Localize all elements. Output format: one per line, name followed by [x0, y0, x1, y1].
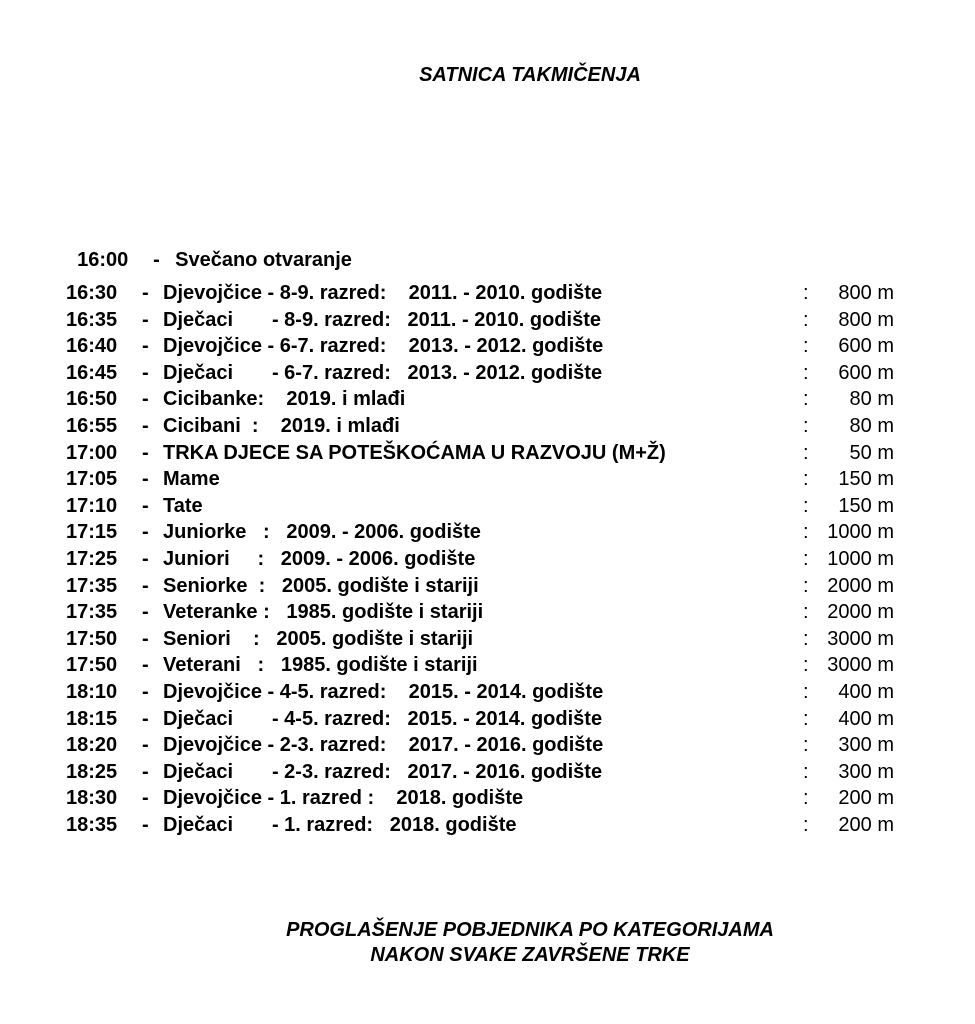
row-dash: - — [142, 414, 149, 437]
row-colon: : — [803, 787, 809, 810]
race-distance: 400 m — [838, 680, 894, 703]
row-dash: - — [142, 760, 149, 783]
race-time: 17:35 — [66, 574, 118, 597]
race-distance: 200 m — [838, 813, 894, 836]
race-time: 17:05 — [66, 468, 118, 491]
race-distance: 150 m — [838, 468, 894, 491]
schedule-row — [66, 785, 916, 812]
race-event: Djevojčice - 1. razred : 2018. godište — [163, 787, 524, 810]
race-distance: 50 m — [849, 441, 894, 464]
row-dash: - — [142, 388, 149, 411]
row-colon: : — [803, 494, 809, 517]
race-event: Veteranke : 1985. godište i stariji — [163, 601, 484, 624]
race-event: Veterani : 1985. godište i stariji — [163, 654, 478, 677]
race-distance: 80 m — [849, 388, 894, 411]
row-dash: - — [142, 574, 149, 597]
schedule-row — [66, 413, 916, 440]
race-time: 17:10 — [66, 494, 118, 517]
race-distance: 80 m — [849, 414, 894, 437]
row-colon: : — [803, 441, 809, 464]
row-colon: : — [803, 813, 809, 836]
race-distance: 300 m — [838, 734, 894, 757]
row-colon: : — [803, 734, 809, 757]
row-dash: - — [142, 494, 149, 517]
race-time: 16:30 — [66, 282, 118, 304]
race-event: Dječaci - 6-7. razred: 2013. - 2012. godište — [163, 361, 603, 384]
row-dash: - — [142, 601, 149, 624]
schedule-row — [66, 519, 916, 546]
opening-ceremony-row — [66, 226, 352, 272]
opening-dash: - — [153, 249, 160, 271]
page-title: SATNICA TAKMIČENJA — [419, 64, 641, 86]
race-event: Dječaci - 4-5. razred: 2015. - 2014. godište — [163, 707, 603, 730]
race-distance: 600 m — [838, 335, 894, 358]
race-distance: 200 m — [838, 787, 894, 810]
schedule-row — [66, 386, 916, 413]
schedule-row — [66, 652, 916, 679]
race-time: 18:30 — [66, 787, 118, 810]
opening-time: 16:00 — [77, 249, 129, 271]
row-colon: : — [803, 282, 809, 304]
race-event: Cicibanke: 2019. i mlađi — [163, 388, 406, 411]
race-event: Juniorke : 2009. - 2006. godište — [163, 521, 481, 544]
race-distance: 150 m — [838, 494, 894, 517]
race-time: 18:25 — [66, 760, 118, 783]
race-time: 17:00 — [66, 441, 118, 464]
opening-label: Svečano otvaranje — [175, 249, 352, 271]
schedule-row — [66, 706, 916, 733]
race-time: 16:40 — [66, 335, 118, 358]
winners-announcement — [0, 918, 975, 968]
race-time: 16:35 — [66, 308, 118, 331]
row-dash: - — [142, 521, 149, 544]
race-distance: 3000 m — [827, 627, 894, 650]
race-event: Mame — [163, 468, 220, 491]
row-dash: - — [142, 335, 149, 358]
row-colon: : — [803, 414, 809, 437]
race-time: 18:15 — [66, 707, 118, 730]
race-time: 16:55 — [66, 414, 118, 437]
race-time: 18:10 — [66, 680, 118, 703]
schedule-row — [66, 360, 916, 387]
schedule-row — [66, 280, 916, 307]
race-event: Seniorke : 2005. godište i stariji — [163, 574, 479, 597]
race-distance: 2000 m — [827, 601, 894, 624]
schedule-row — [66, 679, 916, 706]
race-event: Djevojčice - 2-3. razred: 2017. - 2016. godište — [163, 734, 604, 757]
schedule-row — [66, 307, 916, 334]
race-event: Dječaci - 2-3. razred: 2017. - 2016. godište — [163, 760, 603, 783]
row-dash: - — [142, 707, 149, 730]
race-distance: 1000 m — [827, 521, 894, 544]
row-dash: - — [142, 468, 149, 491]
row-dash: - — [142, 787, 149, 810]
race-schedule — [66, 280, 916, 838]
race-time: 16:50 — [66, 388, 118, 411]
row-dash: - — [142, 441, 149, 464]
row-colon: : — [803, 654, 809, 677]
race-event: Dječaci - 1. razred: 2018. godište — [163, 813, 517, 836]
race-distance: 600 m — [838, 361, 894, 384]
row-colon: : — [803, 574, 809, 597]
row-dash: - — [142, 547, 149, 570]
race-event: Tate — [163, 494, 203, 517]
race-event: TRKA DJECE SA POTEŠKOĆAMA U RAZVOJU (M+Ž) — [163, 441, 666, 464]
race-time: 17:35 — [66, 601, 118, 624]
schedule-row — [66, 493, 916, 520]
row-dash: - — [142, 282, 149, 304]
row-colon: : — [803, 308, 809, 331]
row-colon: : — [803, 388, 809, 411]
race-distance: 800 m — [838, 308, 894, 331]
race-time: 17:15 — [66, 521, 118, 544]
race-distance: 300 m — [838, 760, 894, 783]
row-dash: - — [142, 734, 149, 757]
row-colon: : — [803, 760, 809, 783]
race-distance: 800 m — [838, 282, 894, 304]
schedule-row — [66, 440, 916, 467]
race-distance: 400 m — [838, 707, 894, 730]
schedule-row — [66, 599, 916, 626]
schedule-row — [66, 759, 916, 786]
announcement-line-2: NAKON SVAKE ZAVRŠENE TRKE — [370, 944, 690, 966]
row-dash: - — [142, 654, 149, 677]
race-event: Dječaci - 8-9. razred: 2011. - 2010. godište — [163, 308, 601, 331]
schedule-row — [66, 573, 916, 600]
race-event: Seniori : 2005. godište i stariji — [163, 627, 474, 650]
race-event: Cicibani : 2019. i mlađi — [163, 414, 400, 437]
row-colon: : — [803, 547, 809, 570]
race-event: Djevojčice - 6-7. razred: 2013. - 2012. godište — [163, 335, 604, 358]
row-dash: - — [142, 627, 149, 650]
row-dash: - — [142, 680, 149, 703]
race-event: Juniori : 2009. - 2006. godište — [163, 547, 476, 570]
row-colon: : — [803, 521, 809, 544]
race-distance: 3000 m — [827, 654, 894, 677]
race-distance: 2000 m — [827, 574, 894, 597]
row-dash: - — [142, 308, 149, 331]
row-colon: : — [803, 627, 809, 650]
schedule-row — [66, 732, 916, 759]
schedule-row — [66, 546, 916, 573]
row-colon: : — [803, 707, 809, 730]
row-dash: - — [142, 361, 149, 384]
schedule-row — [66, 466, 916, 493]
race-time: 17:25 — [66, 547, 118, 570]
row-dash: - — [142, 813, 149, 836]
race-time: 18:35 — [66, 813, 118, 836]
row-colon: : — [803, 601, 809, 624]
row-colon: : — [803, 680, 809, 703]
race-distance: 1000 m — [827, 547, 894, 570]
race-time: 16:45 — [66, 361, 118, 384]
schedule-row — [66, 333, 916, 360]
row-colon: : — [803, 335, 809, 358]
race-event: Djevojčice - 8-9. razred: 2011. - 2010. godište — [163, 282, 603, 304]
race-time: 17:50 — [66, 654, 118, 677]
schedule-row — [66, 812, 916, 839]
announcement-line-1: PROGLAŠENJE POBJEDNIKA PO KATEGORIJAMA — [286, 919, 774, 941]
row-colon: : — [803, 468, 809, 491]
schedule-row — [66, 626, 916, 653]
race-time: 18:20 — [66, 734, 118, 757]
race-time: 17:50 — [66, 627, 118, 650]
race-event: Djevojčice - 4-5. razred: 2015. - 2014. godište — [163, 680, 604, 703]
row-colon: : — [803, 361, 809, 384]
